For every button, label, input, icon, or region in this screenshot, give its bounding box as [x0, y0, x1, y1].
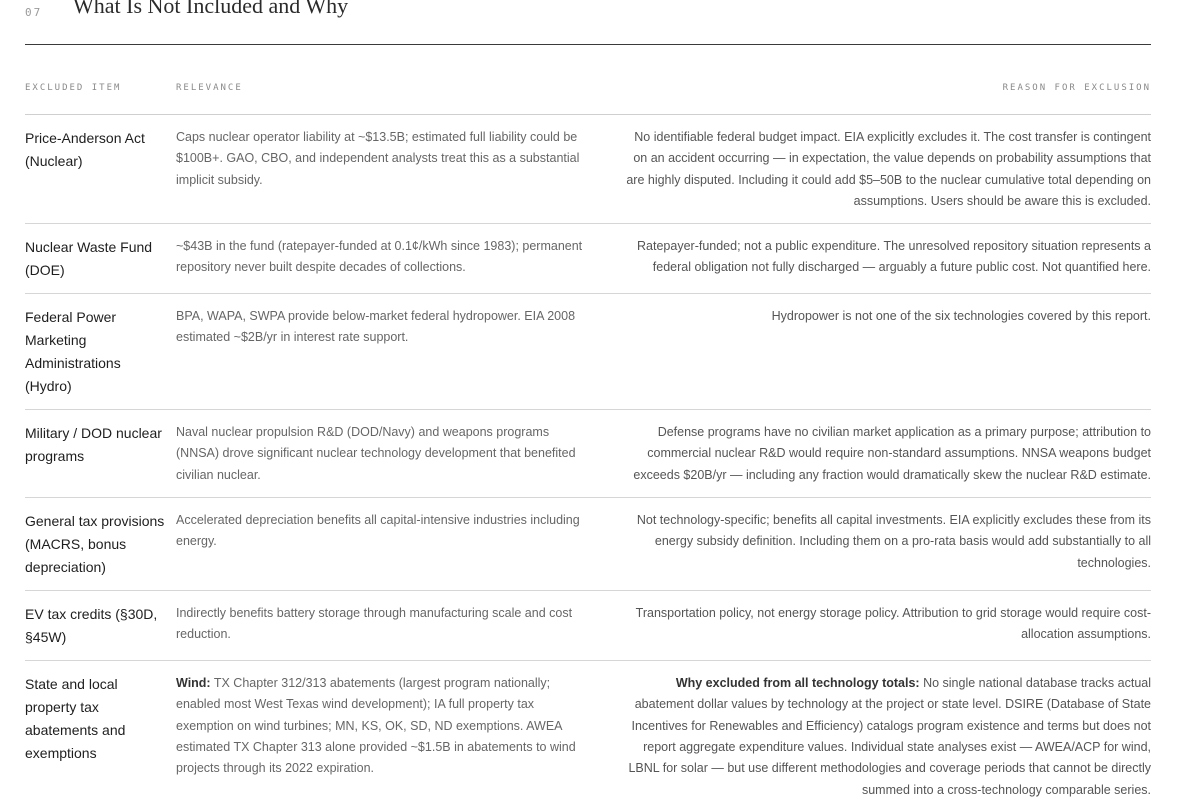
reason-text: No identifiable federal budget impact. EIA explicitly excludes it. The cost transfer is contingent on an accident occurring — in expectation, the value depends on probability assumptions that are highly disputed. Including it could add $5–50B to the nuclear cumulative total depending on assumptions. Users should be aware this is excluded. [626, 130, 1151, 208]
reason-text: Not technology-specific; benefits all capital investments. EIA explicitly excludes these from its energy subsidy definition. Including them on a pro-rata basis would add substantially to all technologies. [636, 513, 1151, 570]
relevance-text: Caps nuclear operator liability at ~$13.5B; estimated full liability could be $100B+. GAO, CBO, and independent analysts treat this as a substantial implicit subsidy. [176, 130, 580, 187]
table-row [25, 498, 1151, 591]
excluded-item: Federal Power Marketing Administrations (Hydro) [25, 309, 121, 395]
table-header [25, 45, 1151, 115]
table-row [25, 410, 1151, 498]
table-row [25, 661, 1151, 812]
reason-text: Ratepayer-funded; not a public expenditure. The unresolved repository situation represents a federal obligation not fully discharged — arguably a future public cost. Not quantified here. [637, 239, 1151, 275]
table-row [25, 591, 1151, 661]
excluded-item: Price-Anderson Act (Nuclear) [25, 130, 145, 169]
section-number: 07 [25, 6, 43, 19]
reason-lead: Why excluded from all technology totals: [675, 676, 920, 691]
column-header-reason: REASON FOR EXCLUSION [1002, 83, 1151, 93]
relevance-lead: Wind: [176, 676, 211, 691]
table-row [25, 224, 1151, 294]
reason-text: No single national database tracks actual abatement dollar values by technology at the project or state level. DSIRE (Database of State Incentives for Renewables and Efficiency) catalogs program existence and terms but does not report aggregate expenditure values. Individual state analyses exist — AWEA/ACP for wind, LBNL for solar — but use different methodologies and coverage periods that cannot be directly summed into a cross-technology comparable series. [628, 676, 1151, 797]
relevance-text: ~$43B in the fund (ratepayer-funded at 0.1¢/kWh since 1983); permanent repository never built despite decades of collections. [176, 239, 583, 275]
section-header [25, 0, 1151, 45]
reason-text: Transportation policy, not energy storage policy. Attribution to grid storage would require cost-allocation assumptions. [635, 606, 1151, 642]
excluded-item: Nuclear Waste Fund (DOE) [25, 239, 153, 279]
column-header-item: EXCLUDED ITEM [25, 83, 122, 93]
excluded-item: EV tax credits (§30D, §45W) [25, 606, 158, 646]
exclusions-section [25, 0, 1151, 812]
table-row [25, 294, 1151, 410]
excluded-item: General tax provisions (MACRS, bonus depreciation) [25, 513, 165, 576]
table-row [25, 115, 1151, 224]
reason-text: Hydropower is not one of the six technologies covered by this report. [771, 309, 1151, 324]
excluded-item: State and local property tax abatements and exemptions [25, 676, 126, 762]
relevance-text: Accelerated depreciation benefits all capital-intensive industries including energy. [176, 513, 580, 549]
relevance-text: Naval nuclear propulsion R&D (DOD/Navy) and weapons programs (NNSA) drove significant nuclear technology development that benefited civilian nuclear. [176, 425, 576, 482]
relevance-cell [176, 673, 596, 801]
relevance-text: BPA, WAPA, SWPA provide below-market federal hydropower. EIA 2008 estimated ~$2B/yr in interest rate support. [176, 309, 576, 345]
column-header-relevance: RELEVANCE [176, 83, 243, 93]
relevance-text: TX Chapter 312/313 abatements (largest program nationally; enabled most West Texas wind development); IA full property tax exemption on wind turbines; MN, KS, OK, SD, ND exemptions. AWEA estimated TX Chapter 313 alone provided ~$1.5B in abatements to wind projects through its 2022 expiration. [176, 676, 576, 776]
excluded-item: Military / DOD nuclear programs [25, 425, 162, 465]
reason-cell [596, 673, 1151, 801]
reason-text: Defense programs have no civilian market application as a primary purpose; attribution to commercial nuclear R&D would require non-standard assumptions. NNSA weapons budget exceeds $20B/yr — including any fraction would dramatically skew the nuclear R&D estimate. [633, 425, 1151, 482]
relevance-text: Indirectly benefits battery storage through manufacturing scale and cost reduction. [176, 606, 573, 642]
section-title: What Is Not Included and Why [73, 0, 349, 18]
